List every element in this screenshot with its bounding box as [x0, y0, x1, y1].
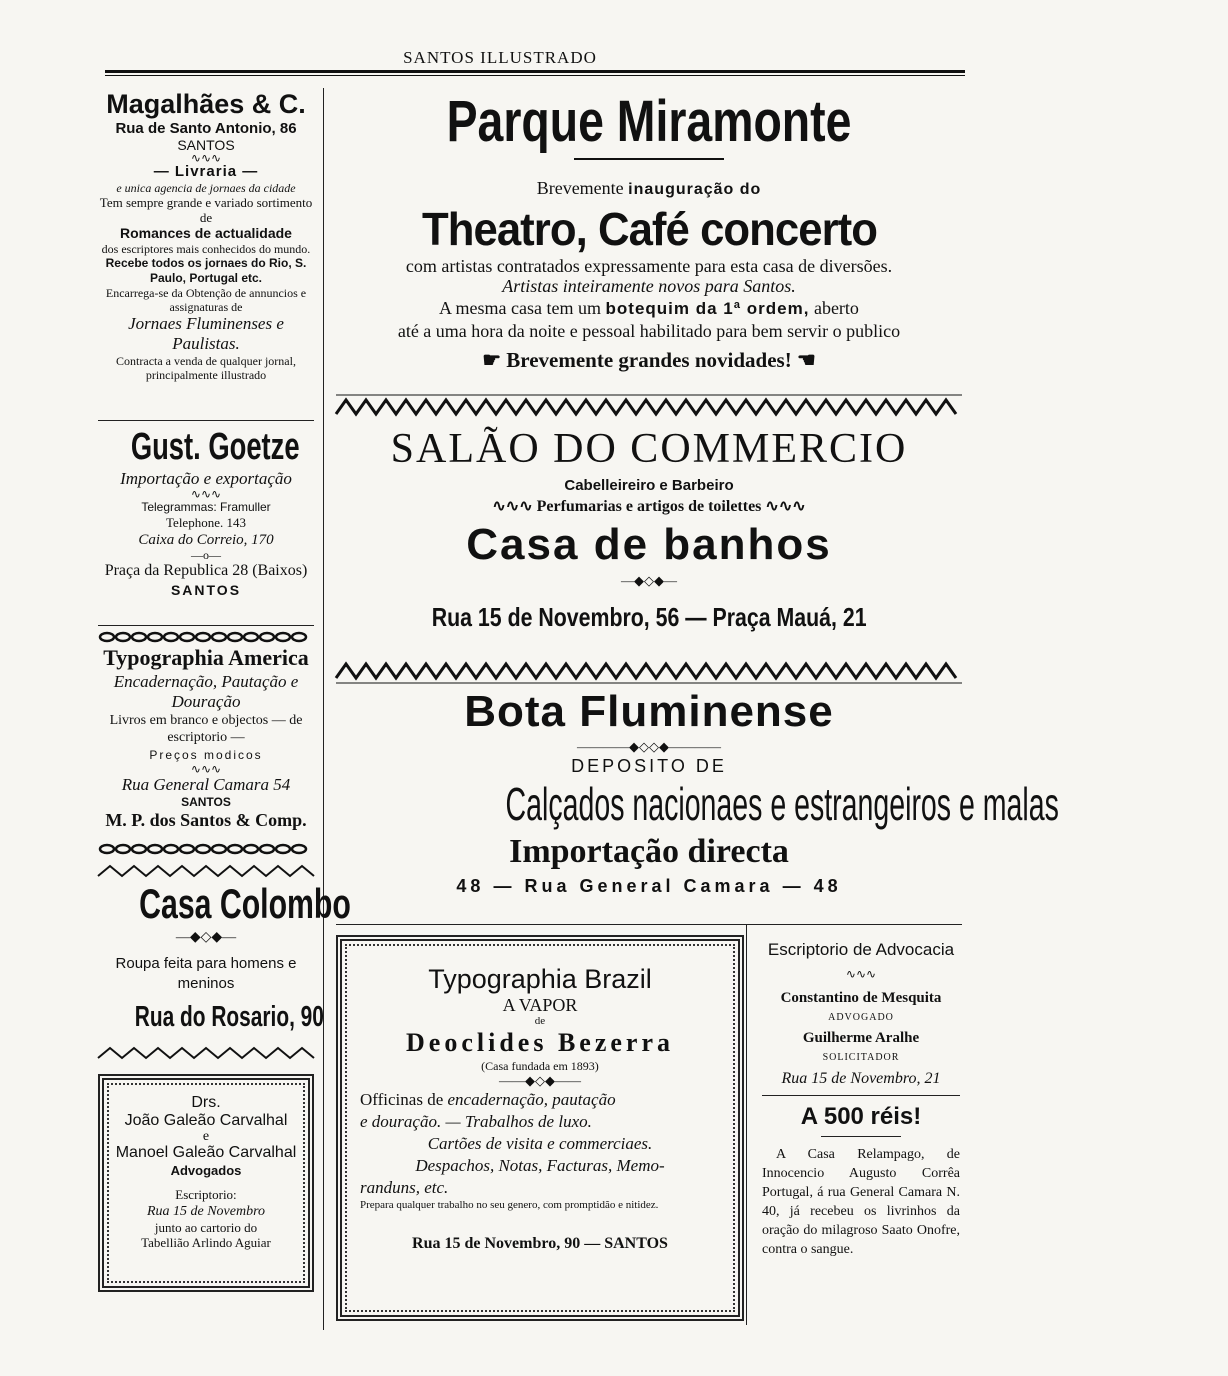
divider [98, 420, 314, 421]
advocacia-title: Escriptorio de Advocacia [767, 940, 955, 959]
tilde-ornament: ∿∿∿ [190, 762, 222, 776]
bota-street-line: 48 — Rua General Camara — 48 [456, 876, 842, 896]
goetze-name [98, 425, 314, 469]
bota-num1: 48 [456, 876, 485, 896]
galeao-role: Advogados [170, 1163, 242, 1178]
magalhaes-city: SANTOS [177, 137, 235, 153]
magalhaes-address: Rua de Santo Antonio, 86 [115, 120, 297, 137]
ad-typographia-america [98, 644, 314, 842]
right-column [336, 86, 1059, 1325]
galeao-near: junto ao cartorio do [154, 1220, 258, 1235]
ad-goetze [98, 425, 314, 621]
typ-brazil-l2 [360, 1111, 720, 1133]
typ-brazil-l2b: — Trabalhos de luxo. [445, 1112, 592, 1131]
tilde-ornament: ∿∿∿ [190, 151, 222, 165]
diamond-ornament: ————◆◇◇◆———— [577, 739, 721, 754]
colombo-address-text: Rua do Rosario, 90 [134, 1001, 324, 1033]
miramonte-big-text: Theatro, Café concerto [421, 203, 877, 255]
goetze-name-text: Gust. Goetze [130, 426, 300, 468]
tilde-ornament: ∿∿∿ [765, 498, 806, 515]
bota-deposit: DEPOSITO DE [571, 756, 727, 776]
zigzag-ornament [98, 864, 314, 878]
zigzag-ornament [336, 394, 962, 416]
typ-america-owner: M. P. dos Santos & Comp. [105, 810, 307, 830]
tilde-ornament: ∿∿∿ [190, 487, 222, 501]
reis-text: A Casa Relampago, de Innocencio Augusto Corrêa Portugal, á rua General Camara N. 40, já recebeu os livrinhos da oração do milagroso Saato Onofre, contra o sangue. [762, 1147, 960, 1257]
header-rule [105, 70, 965, 73]
colombo-address [98, 1000, 324, 1034]
salao-title: SALÃO DO COMMERCIO [390, 426, 908, 472]
typ-brazil-vapor: A VAPOR [502, 995, 578, 1015]
magalhaes-line5: Recebe todos os jornaes do Rio, S. Paulo, Portugal etc. [105, 256, 307, 285]
flourish-ornament: —◆◇◆— [621, 573, 677, 588]
magalhaes-line6: Encarrega-se da Obtenção de annuncios e assignaturas de [105, 286, 307, 314]
miramonte-line3c: aberto [813, 298, 859, 318]
typ-america-address: Rua General Camara 54 [121, 775, 291, 794]
typ-brazil-l4: Despachos, Notas, Facturas, Memo- [415, 1156, 665, 1175]
magalhaes-line3: Romances de actualidade [120, 225, 292, 241]
typ-brazil-address: Rua 15 de Novembro, 90 — SANTOS [412, 1235, 668, 1252]
typ-brazil-founded: (Casa fundada em 1893) [481, 1059, 599, 1073]
goetze-mailbox: Caixa do Correio, 170 [138, 532, 274, 548]
miramonte-big [336, 202, 962, 256]
galeao-address: Rua 15 de Novembro [146, 1204, 266, 1219]
bota-num2: 48 [813, 876, 842, 896]
magalhaes-line8: Contracta a venda de qualquer jornal, principalmente illustrado [116, 354, 296, 382]
magalhaes-section: — Livraria — [153, 163, 259, 180]
ad-advocacia [762, 939, 960, 1259]
miramonte-line2: Artistas inteiramente novos para Santos. [502, 276, 796, 296]
miramonte-news-text: Brevemente grandes novidades! [506, 348, 792, 372]
typ-america-city: SANTOS [181, 795, 231, 809]
goetze-address: Praça da Republica 28 (Baixos) [104, 562, 308, 579]
goetze-business: Importação e exportação [120, 469, 292, 488]
advocacia-name1: Constantino de Mesquita [780, 990, 942, 1006]
ad-bota-fluminense [336, 684, 1059, 924]
galeao-name2: Manoel Galeão Carvalhal [115, 1144, 297, 1161]
zigzag-ornament [98, 1046, 314, 1060]
ad-typographia-brazil [336, 935, 744, 1321]
magalhaes-line1: e unica agencia de jornaes da cidade [116, 181, 296, 195]
goetze-telegrams: Telegrammas: Framuller [141, 500, 271, 514]
galeao-drs: Drs. [191, 1094, 221, 1111]
typ-brazil-l1b: encadernação, pautação [447, 1090, 616, 1109]
galeao-office: Escriptorio: [175, 1187, 237, 1202]
colombo-name [98, 878, 351, 930]
miramonte-intro [336, 176, 962, 202]
miramonte-line3a: A mesma casa tem um [439, 298, 602, 318]
left-column [98, 88, 351, 1292]
galeao-notary: Tabellião Arlindo Aguiar [141, 1235, 271, 1250]
column-divider [746, 925, 747, 1325]
bota-street: Rua General Camara [524, 876, 774, 896]
typ-brazil-owner: Deoclides Bezerra [406, 1028, 674, 1057]
typ-brazil-l1 [360, 1089, 720, 1111]
bottom-row [336, 925, 962, 1325]
salao-perf: Perfumarias e artigos de toilettes [536, 498, 762, 515]
salao-perf-line [336, 496, 962, 518]
salao-baths: Casa de banhos [466, 520, 832, 569]
bota-import: Importação directa [509, 833, 789, 870]
typ-america-books: Livros em branco e objectos — de escriptorio — [109, 713, 303, 745]
magalhaes-line7: Jornaes Fluminenses e Paulistas. [128, 314, 284, 353]
salao-address [336, 596, 962, 638]
ad-casa-colombo [98, 878, 351, 1046]
tilde-ornament: ∿∿∿ [492, 498, 533, 515]
typ-america-services: Encadernação, Pautação e Douração [113, 672, 299, 711]
colombo-name-text: Casa Colombo [139, 880, 351, 927]
chain-ornament [98, 842, 314, 856]
miramonte-intro-bold: inauguração do [628, 181, 762, 198]
ad-parque-miramonte [336, 86, 962, 394]
goetze-city: SANTOS [170, 582, 242, 598]
diamond-ornament: —◆◇◆— [175, 930, 237, 945]
salao-sub: Cabelleireiro e Barbeiro [564, 477, 734, 494]
reis-title: A 500 réis! [800, 1103, 922, 1130]
divider [762, 1095, 960, 1096]
pointing-hand-left-icon: ☚ [796, 348, 816, 372]
miramonte-line3b: botequim da 1ª ordem, [605, 299, 810, 318]
miramonte-title [336, 86, 962, 158]
typ-brazil-l6: Prepara qualquer trabalho no seu genero, com promptidão e nitidez. [360, 1199, 659, 1211]
divider [98, 625, 314, 626]
typ-brazil-l1a: Officinas de [360, 1090, 444, 1109]
bota-goods-text: Calçados nacionaes e estrangeiros e malas [505, 778, 1059, 830]
goetze-sep: —o— [191, 548, 221, 562]
magalhaes-name: Magalhães & C. [106, 89, 306, 119]
diamond-ornament: ——◆◇◆—— [499, 1073, 581, 1088]
goetze-telephone: Telephone. 143 [166, 515, 246, 530]
ad-galeao-carvalhal [98, 1074, 314, 1292]
ad-magalhaes [98, 88, 314, 416]
advocacia-address: Rua 15 de Novembro, 21 [781, 1070, 941, 1087]
chain-ornament [98, 630, 314, 644]
miramonte-news [336, 345, 962, 375]
typ-america-name: Typographia America [103, 645, 309, 670]
typ-brazil-de: de [534, 1015, 546, 1027]
typ-brazil-l5: randuns, etc. [360, 1178, 449, 1197]
advocacia-name2: Guilherme Aralhe [802, 1030, 920, 1046]
colombo-desc: Roupa feita para homens e meninos [115, 955, 297, 992]
title-rule [821, 1136, 901, 1137]
galeao-name1: João Galeão Carvalhal [124, 1112, 288, 1129]
advocacia-role2: SOLICITADOR [822, 1052, 900, 1063]
miramonte-line4: até a uma hora da noite e pessoal habilitado para bem servir o publico [397, 321, 901, 341]
tilde-ornament: ∿∿∿ [845, 967, 877, 981]
typ-america-prices: Preços modicos [149, 748, 263, 762]
galeao-and: e [202, 1129, 210, 1144]
miramonte-line3 [336, 296, 962, 321]
miramonte-line1: com artistas contratados expressamente para esta casa de diversões. [405, 256, 893, 276]
magalhaes-line2: Tem sempre grande e variado sortimento de [99, 195, 313, 225]
bota-goods [336, 778, 1059, 830]
miramonte-title-text: Parque Miramonte [446, 89, 852, 154]
title-rule [574, 158, 724, 160]
column-divider [323, 88, 324, 1330]
typ-brazil-l2a: e douração. [360, 1112, 442, 1131]
header-rule-thin [105, 75, 965, 76]
journal-title: SANTOS ILLUSTRADO [403, 48, 597, 67]
zigzag-ornament [336, 658, 962, 684]
typ-brazil-l3: Cartões de visita e commerciaes. [427, 1134, 653, 1153]
pointing-hand-right-icon: ☛ [482, 348, 502, 372]
miramonte-intro-text: Brevemente [536, 178, 624, 198]
magalhaes-line4: dos escriptores mais conhecidos do mundo. [101, 242, 311, 256]
bota-title: Bota Fluminense [464, 687, 834, 736]
salao-address-text: Rua 15 de Novembro, 56 — Praça Mauá, 21 [431, 602, 867, 632]
typ-brazil-name: Typographia Brazil [428, 964, 652, 994]
ad-salao-commercio [336, 422, 962, 658]
advocacia-role1: ADVOGADO [828, 1012, 894, 1023]
